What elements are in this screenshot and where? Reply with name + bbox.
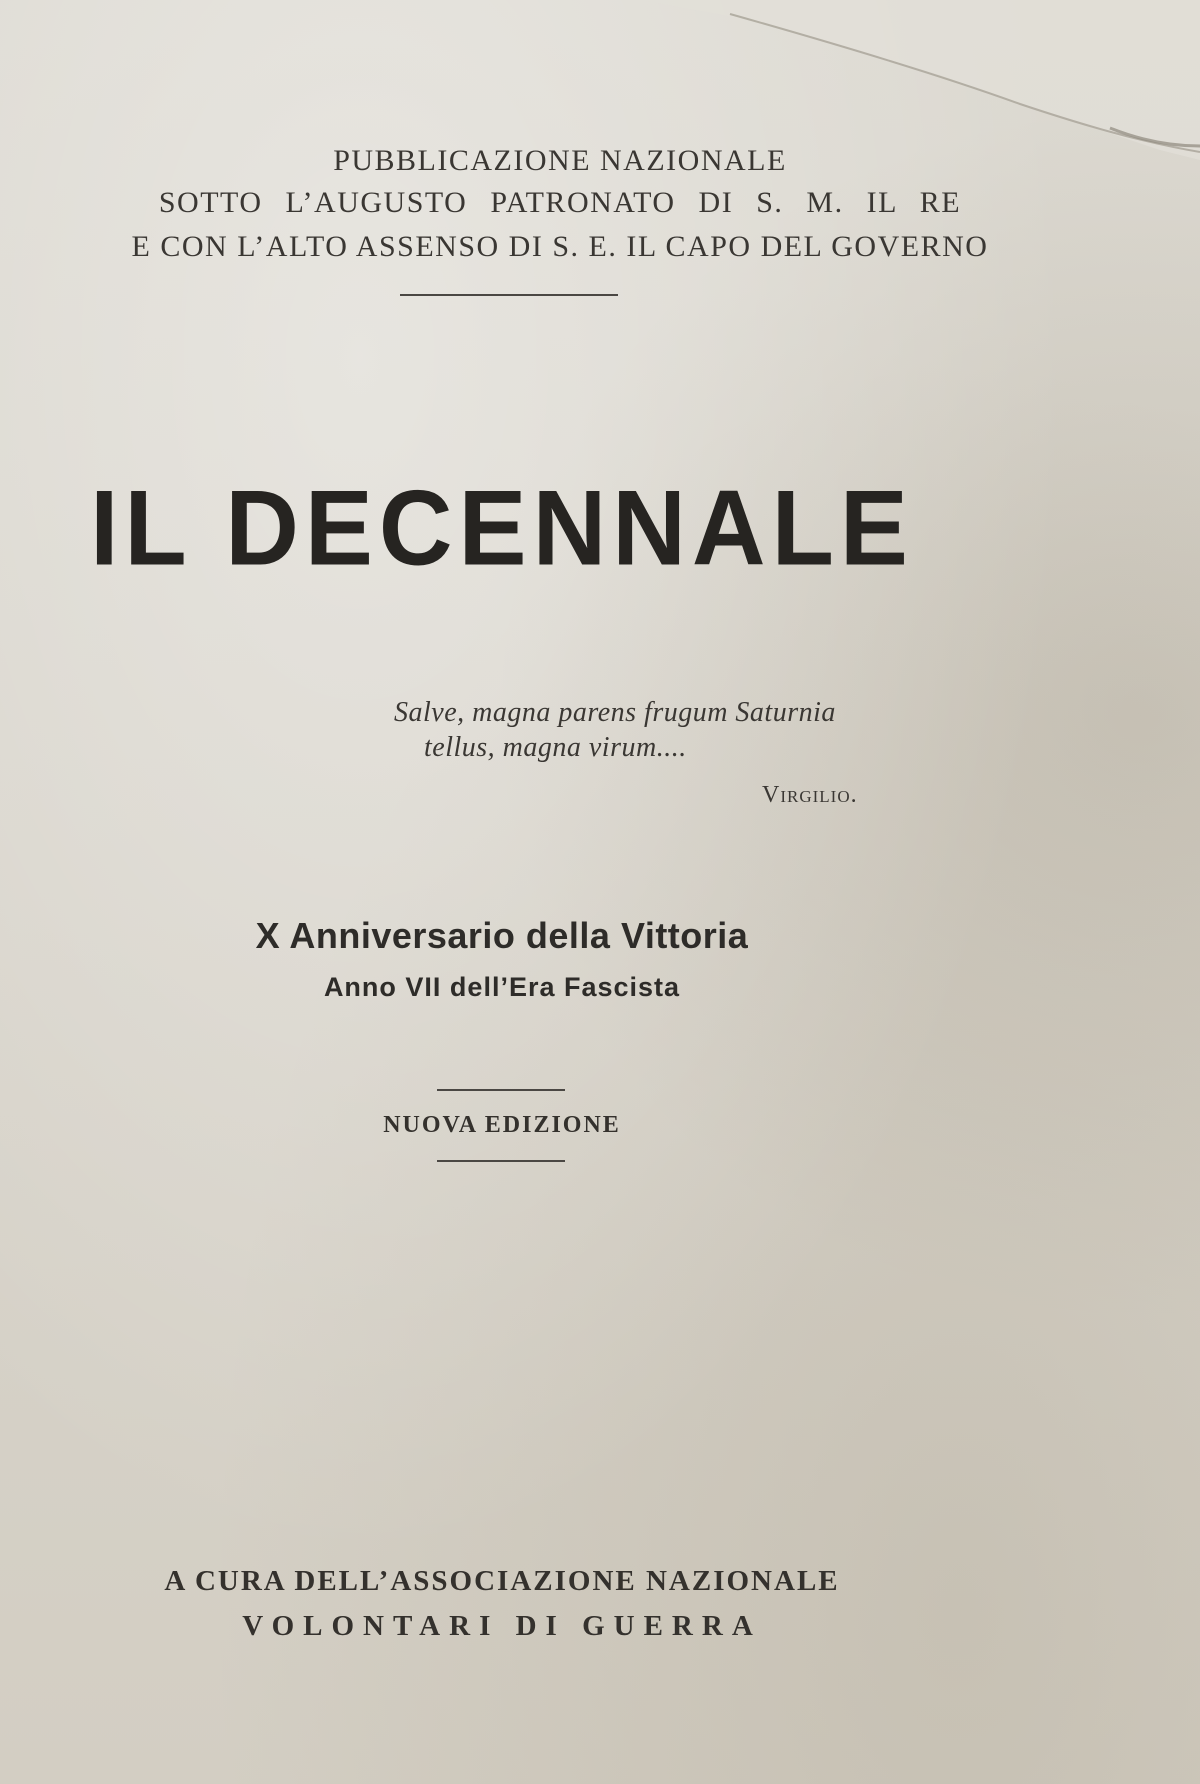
anniversary-line: X Anniversario della Vittoria	[255, 915, 749, 956]
paper-fold-crease	[640, 0, 1200, 160]
epigraph-line-1: Salve, magna parens frugum Saturnia	[394, 697, 836, 728]
header-line-1: PUBBLICAZIONE NAZIONALE	[333, 144, 787, 177]
footer-line-1: A CURA DELL’ASSOCIAZIONE NAZIONALE	[164, 1565, 840, 1597]
epigraph-author: Virgilio.	[762, 782, 858, 808]
epigraph-line-2: tellus, magna virum....	[424, 732, 687, 763]
edition-rule-top	[437, 1089, 565, 1091]
header-line-2: SOTTO L’AUGUSTO PATRONATO DI S. M. IL RE	[158, 186, 962, 219]
header-line-3: E CON L’ALTO ASSENSO DI S. E. IL CAPO DEL GOVERNO	[131, 230, 989, 263]
era-line: Anno VII dell’Era Fascista	[323, 972, 681, 1002]
header-rule	[400, 294, 618, 296]
page-title: IL DECENNALE	[90, 468, 914, 588]
footer-line-2: VOLONTARI DI GUERRA	[242, 1610, 762, 1642]
edition-rule-bottom	[437, 1160, 565, 1162]
edition-label: NUOVA EDIZIONE	[383, 1112, 621, 1138]
